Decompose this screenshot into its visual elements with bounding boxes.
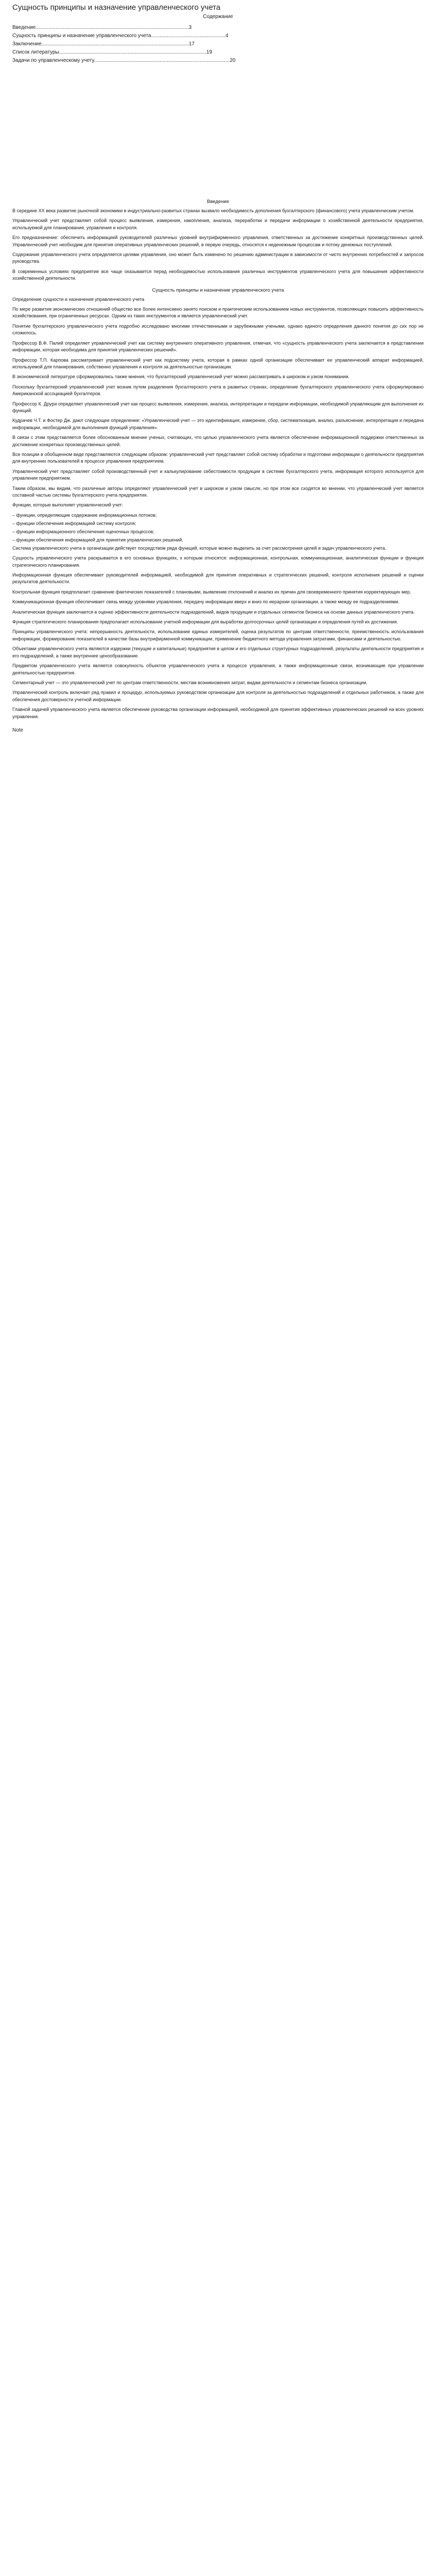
toc-item[interactable]: Список литературы.......................................................................................................19 [12,49,213,55]
paragraph: Информационная функция обеспечивает руководителей информацией, необходимой для принятия оперативных и стратегических решений, контроля исполнения решений и оценки результатов деятельности. [12,572,424,585]
paragraph: Кудрачев Ч.Т. и Фостер Дж. дают следующее определение: «Управленческий учет — это идентификация, измерение, сбор, систематизация, анализ, разъяснение, интерпретация и передача информации, необходимой для выполнения функций управления». [12,418,424,430]
functions-heading: Функции, которые выполняет управленческий учет: [12,502,124,508]
paragraph: Профессор Т.П. Карпова рассматривает управленческий учет как подсистему учета, которая в рамках одной организации обеспечивает ее управленческий аппарат информацией, используемой для планирования, собственно управления и контроля за деятельностью организации. [12,357,424,369]
paragraph: Функция стратегического планирования предполагает использование учетной информации для выработки долгосрочных целей организации и определения путей их достижения. [12,619,398,625]
paragraph: Его предназначение: обеспечить информацией руководителей различных уровней внутрифирменного управления, ответственных за достижение конкретных производственных целей. Управленческий учет необходим для принятия оперативных управленческих решений, в первую очередь, относятся к неденежным процессам и потоку денежных поступлений. [12,235,424,247]
paragraph: Сегментарный учет — это управленческий учет по центрам ответственности, местам возникновения затрат, видам деятельности и сегментам бизнеса организации. [12,680,368,685]
main-heading: Сущность принципы и назначение управленческого учета [152,287,284,293]
intro-section [12,208,424,282]
paragraph: Поскольку бухгалтерский управленческий учет возник путем разделения бухгалтерского учета в развитых странах, определение бухгалтерского управленческого учета сформулировано Американской ассоциацией бухгалтеров. [12,384,424,397]
toc-item[interactable]: Заключение.......................................................................................................17 [12,41,195,47]
paragraph: Понятие бухгалтерского управленческого учета подробно исследовано многими отечественными и зарубежными учеными, однако единого определения данного понятия до сих пор не сложилось. [12,323,424,336]
toc-heading: Содержание [203,14,233,20]
paragraph: – функции, определяющие содержание информационных потоков; [12,512,157,518]
paragraph: Все позиции в обобщенном виде представляются следующим образом: управленческий учет представляет собой систему обработки и подготовки информации о деятельности предприятия для внутренних пользователей в процессе управления предприятием. [12,451,424,464]
paragraph: В экономической литературе сформировались также мнения, что бухгалтерский управленческий учет можно рассматривать в широком и узком понимании. [12,374,350,380]
paragraph: Управленческий учет представляет собой процесс выявления, измерения, накопления, анализа, переработки и передачи информации о хозяйственной деятельности предприятия, используемой для планирования, управления и контроля. [12,218,424,230]
paragraph: Управленческий учет представляет собой производственный учет и калькулирование себестоимости продукции в системе бухгалтерского учета, информация которого используется для управления предприятием. [12,468,424,481]
paragraph: Таким образом, мы видим, что различные авторы определяют управленческий учет в широком и узком смысле, но при этом все сходятся во мнении, что управленческий учет является составной частью системы бухгалтерского учета предприятия. [12,485,424,498]
paragraph: – функции информационного обеспечения оценочных процессов; [12,529,154,534]
table-of-contents [12,24,424,65]
functions-list [12,512,424,544]
document-title: Сущность принципы и назначение управленческого учета [12,3,221,12]
paragraph: Содержание управленческого учета определяется целями управления, оно может быть изменено по решению администрации в зависимости от чисто внутренних потребностей и запросов руководства. [12,252,424,264]
toc-item[interactable]: Задачи по управленческому учету...............................................................................................20 [12,58,236,63]
paragraph: Принципы управленческого учета: непрерывность деятельности, использование единых измерителей, оценка результатов по центрам ответственности, преемственность использования информации, формирование показателей в качестве базы внутрифирменной коммуникации, применение бюджетного метода управления затратами, финансами и деятельностью. [12,629,424,641]
paragraph: Объектами управленческого учета являются издержки (текущие и капитальные) предприятия в целом и его отдельных структурных подразделений, результаты деятельности предприятия и его подразделений, а также внутреннее ценообразование. [12,646,424,658]
paragraph: В связи с этим представляется более обоснованным мнение ученых, считающих, что целью управленческого учета является обеспечение информационной поддержки ответственных за достижение конкретных производственных целей. [12,435,424,447]
paragraph: Контрольная функция предполагает сравнение фактических показателей с плановыми, выявление отклонений и анализ их причин для своевременного принятия корректирующих мер. [12,589,411,595]
paragraph: Профессор К. Друри определяет управленческий учет как процесс выявления, измерения, анализа, интерпретации и передачи информации, необходимой управляющим для выполнения их функций. [12,401,424,413]
more-section [12,545,424,720]
paragraph: Сущность управленческого учета раскрывается в его основных функциях, к которым относятся: информационная, контрольная, коммуникационная, аналитическая функции и функция стратегического планирования. [12,555,424,568]
toc-item[interactable]: Сущность принципы и назначение управленческого учета....................................................4 [12,33,229,39]
main-section [12,306,424,499]
toc-item[interactable]: Введение...........................................................................................................3 [12,25,192,30]
paragraph: Предметом управленческого учета является совокупность объектов управленческого учета в процессе управления, а также информационные связи, возникающие при управлении деятельностью предприятия. [12,663,424,675]
intro-heading: Введение [206,199,229,205]
footer-note: Note [12,727,24,733]
paragraph: Коммуникационная функция обеспечивает связь между уровнями управления, передачу информации вверх и вниз по иерархии организации, а также между ее подразделениями. [12,599,399,605]
paragraph: – функции обеспечения информацией для принятия управленческих решений. [12,537,183,543]
main-subheading: Определение сущности и назначения управленческого учета [12,296,145,302]
paragraph: Главной задачей управленческого учета является обеспечение руководства организации информацией, необходимой для принятия эффективных управленческих решений на всех уровнях управления. [12,707,424,719]
paragraph: – функции обеспечения информацией систему контроля; [12,520,136,526]
paragraph: В современных условиях предприятие все чаще оказывается перед необходимостью использования различных инструментов управленческого учета для повышения эффективности хозяйственной деятельности. [12,268,424,281]
document-page [0,0,436,733]
paragraph: Профессор В.Ф. Палий определяет управленческий учет как систему внутреннего оперативного управления, отмечая, что «сущность управленческого учета заключается в представлении информации, которая необходима для принятия управленческих решений». [12,340,424,353]
paragraph: По мере развития экономических отношений общество все более интенсивно занято поиском и практическим использованием новых инструментов, позволяющих повысить эффективность хозяйствования, при ограниченных ресурсах. Одним из таких инструментов и является управленческий учет. [12,307,424,319]
paragraph: Управленческий контроль включает ряд правил и процедур, используемых руководством организации для контроля за деятельностью подразделений и отдельных работников, а также для обеспечения достоверности учетной информации. [12,690,424,702]
paragraph: Система управленческого учета в организации действует посредством ряда функций, которые можно выделить за счет рассмотрения целей и задач управленческого учета. [12,545,387,551]
paragraph: Аналитическая функция заключается в оценке эффективности деятельности подразделений, видов продукции и отдельных сегментов бизнеса на основе данных управленческого учета. [12,609,415,615]
paragraph: В середине XX века развитие рыночной экономики в индустриально-развитых странах вызвало необходимость дополнения бухгалтерского (финансового) учета управленческим учетом. [12,208,414,213]
